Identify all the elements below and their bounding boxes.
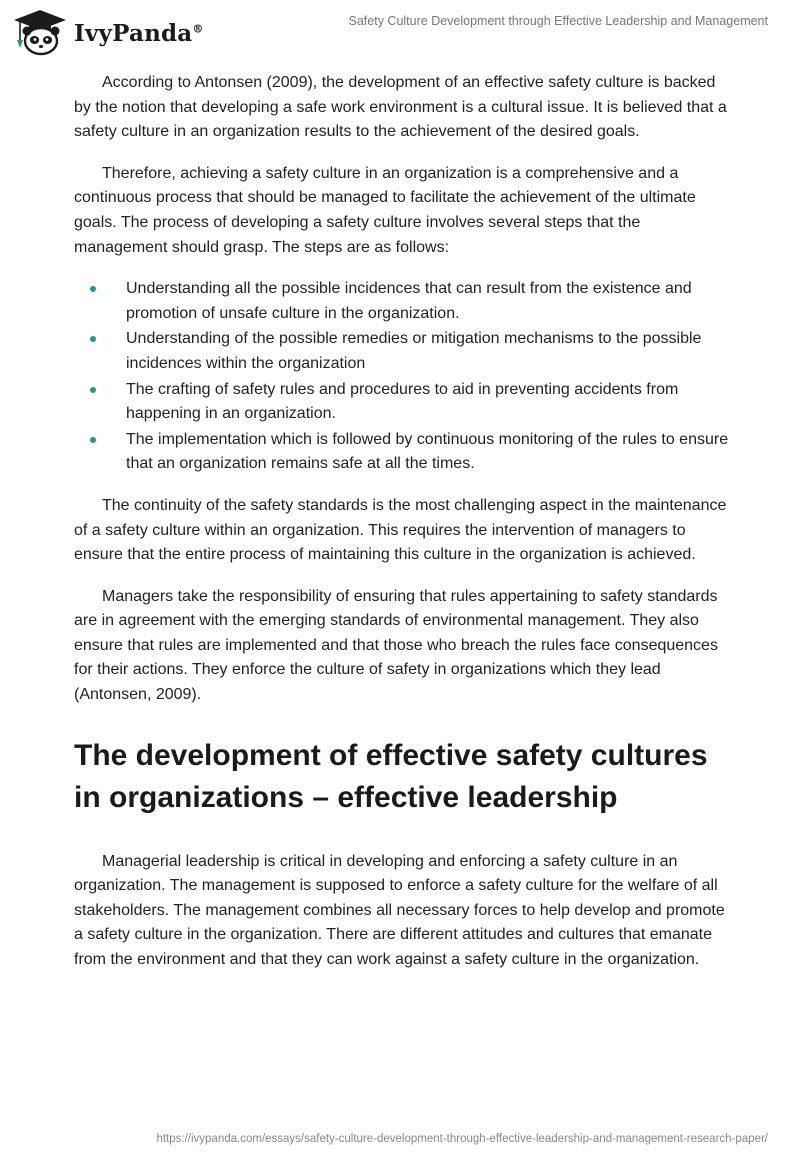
- bullet-icon: [90, 387, 96, 393]
- document-title: Safety Culture Development through Effective Leadership and Management: [348, 14, 768, 28]
- paragraph: Managerial leadership is critical in developing and enforcing a safety culture in an organization. The management is supposed to enforce a safety culture for the welfare of all stakeholders. The management combines all necessary forces to help develop and promote a safety culture in the organization. There are different attitudes and cultures that emanate from the environment and that they can work against a safety culture in the organization.: [74, 852, 725, 969]
- paragraph: Therefore, achieving a safety culture in an organization is a comprehensive and a continuous process that should be managed to facilitate the achievement of the ultimate goals. The process of developing a safety culture involves several steps that the management should grasp. The steps are as follows:: [74, 164, 696, 256]
- paragraph: Managers take the responsibility of ensuring that rules appertaining to safety standards are in agreement with the emerging standards of environmental management. They also ensure that rules are implemented and that those who breach the rules face consequences for their actions. They enforce the culture of safety in organizations which they lead (Antonsen, 2009).: [74, 587, 718, 704]
- list-item-text: Understanding of the possible remedies or mitigation mechanisms to the possible incidences within the organization: [126, 330, 702, 372]
- bullet-icon: [90, 437, 96, 443]
- source-url-link[interactable]: https://ivypanda.com/essays/safety-culture-development-through-effective-leadership-and-management-research-paper/: [156, 1133, 768, 1145]
- bullet-icon: [90, 286, 96, 292]
- logo-wordmark: IvyPanda®: [74, 19, 204, 47]
- list-item: [74, 378, 734, 427]
- bullet-icon: [90, 336, 96, 342]
- paragraph: The continuity of the safety standards is the most challenging aspect in the maintenance of a safety culture within an organization. This requires the intervention of managers to ensure that the entire process of maintaining this culture in the organization is achieved.: [74, 496, 727, 564]
- panda-graduate-icon: [12, 8, 68, 58]
- list-item: [74, 428, 734, 477]
- steps-list: [74, 277, 734, 477]
- ivypanda-logo[interactable]: [12, 8, 204, 58]
- list-item-text: The implementation which is followed by continuous monitoring of the rules to ensure that an organization remains safe at all the times.: [126, 430, 729, 473]
- paragraph: According to Antonsen (2009), the development of an effective safety culture is backed by the notion that developing a safe work environment is a cultural issue. It is believed that a safety culture in an organization results to the achievement of the desired goals.: [74, 74, 727, 141]
- list-item: [74, 277, 734, 326]
- list-item: [74, 327, 734, 376]
- list-item-text: Understanding all the possible incidences that can result from the existence and promotion of unsafe culture in the organization.: [126, 280, 692, 322]
- essay-body: [74, 71, 734, 990]
- section-heading: The development of effective safety cultures in organizations – effective leadership: [74, 738, 708, 814]
- page-header: [0, 0, 800, 70]
- list-item-text: The crafting of safety rules and procedures to aid in preventing accidents from happening in an organization.: [126, 380, 679, 423]
